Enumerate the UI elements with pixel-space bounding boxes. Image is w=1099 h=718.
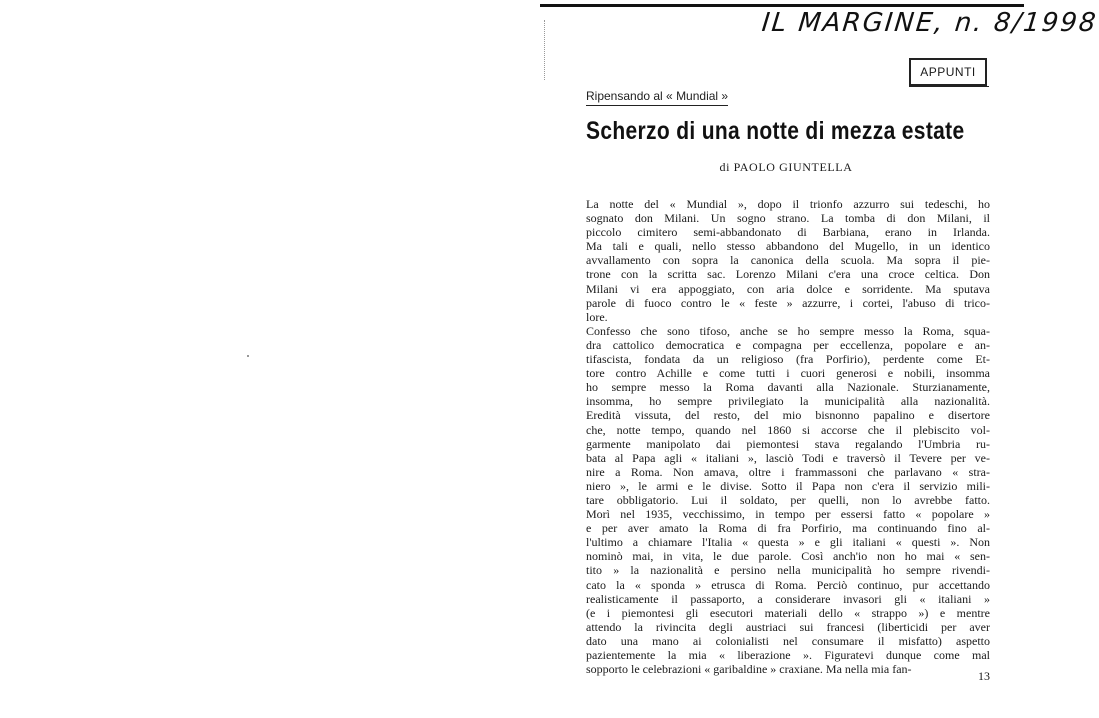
body-line: dato una mano ai colonialisti nel consumare il misfatto) aspetto	[586, 633, 990, 648]
body-line: tare obbligatorio. Lui il soldato, per quelli, non lo avrebbe fatto.	[586, 492, 990, 507]
body-line: Eredità vissuta, del resto, del mio bisnonno papalino e disertore	[586, 408, 990, 423]
section-label-rule	[909, 86, 989, 87]
body-line: Morì nel 1935, vecchissimo, in tempo per essersi fatto « popolare »	[586, 507, 990, 522]
body-line: e per aver amato la Roma di fra Porfirio, ma continuando fino al-	[586, 521, 990, 536]
body-line: che, notte tempo, quando nel 1860 si accorse che il plebiscito vol-	[586, 422, 990, 437]
article-title: Scherzo di una notte di mezza estate	[586, 117, 965, 145]
body-line: ho sempre messo la Roma davanti alla Nazionale. Sturzianamente,	[586, 380, 990, 395]
body-line: tifascista, fondata da un religioso (fra Porfirio), perdente come Et-	[586, 352, 990, 367]
body-line: piccolo cimitero semi-abbandonato di Barbiana, erano in Irlanda.	[586, 225, 990, 240]
body-line: trone con la scritta sac. Lorenzo Milani c'era una croce celtica. Don	[586, 267, 990, 282]
body-line: (e i piemontesi gli esecutori materiali dello « strappo ») e mentre	[586, 605, 990, 620]
article-body	[586, 197, 990, 676]
body-line: avvallamento con sopra la canonica della scuola. Ma sopra il pie-	[586, 253, 990, 268]
body-line: garmente manipolato dai piemontesi stava regalando l'Umbria ru-	[586, 436, 990, 451]
body-line: tore contro Achille e come tutti i cuori generosi e nobili, insomma	[586, 366, 990, 381]
body-line: attendo la rivincita degli austriaci sui francesi (liberticidi per aver	[586, 619, 990, 634]
body-line: pazientemente la mia « liberazione ». Figuratevi dunque come mal	[586, 648, 990, 662]
scan-speck	[247, 355, 249, 357]
body-line: cato la « sponda » etrusca di Roma. Perciò continuo, pur accettando	[586, 577, 990, 592]
body-line: Milani vi era appoggiato, con aria dolce e sorridente. Ma sputava	[586, 281, 990, 296]
body-line: lore.	[586, 309, 608, 324]
body-line: bata al Papa agli « italiani », lasciò Todi e traversò il Tevere per ve-	[586, 450, 990, 465]
body-line: l'ultimo a chiamare l'Italia « questa » e gli italiani « questi ». Non	[586, 535, 990, 550]
body-line: nire a Roma. Non amava, oltre i frammassoni che parlavano « stra-	[586, 464, 990, 479]
body-line: tito » la nazionalità e persino nella municipalità ho sempre rivendi-	[586, 563, 990, 578]
body-line: La notte del « Mundial », dopo il trionfo azzurro sui tedeschi, ho	[586, 197, 990, 211]
body-line: sopporto le celebrazioni « garibaldine » craxiane. Ma nella mia fan-	[586, 662, 912, 677]
body-line: nominò mai, in vita, le due parole. Così anch'io non ho mai « sen-	[586, 549, 990, 564]
body-line: dra cattolico democratica e compagna per eccellenza, popolare e an-	[586, 337, 990, 352]
body-line: Confesso che sono tifoso, anche se ho sempre messo la Roma, squa-	[586, 323, 990, 338]
body-line: parole di fuoco contro le « feste » azzurre, i cortei, l'abuso di trico-	[586, 295, 990, 310]
byline: di PAOLO GIUNTELLA	[719, 160, 853, 174]
kicker: Ripensando al « Mundial »	[586, 89, 728, 106]
page-number: 13	[978, 669, 990, 683]
body-line: sognato don Milani. Un sogno strano. La tomba di don Milani, il	[586, 211, 990, 226]
body-line: insomma, ho sempre privilegiato la municipalità alla nazionalità.	[586, 394, 990, 409]
handwritten-source-note: IL MARGINE, n. 8/1998	[760, 8, 1099, 38]
top-rule	[540, 4, 1024, 7]
edge-marks	[544, 20, 548, 80]
body-line: realisticamente il passaporto, a considerare invasori gli « italiani »	[586, 591, 990, 606]
section-label: APPUNTI	[909, 58, 987, 86]
body-line: niero », le armi e le divise. Sotto il Papa non c'era il servizio mili-	[586, 478, 990, 493]
body-line: Ma tali e quali, nello stesso abbandono del Mugello, in un identico	[586, 239, 990, 254]
